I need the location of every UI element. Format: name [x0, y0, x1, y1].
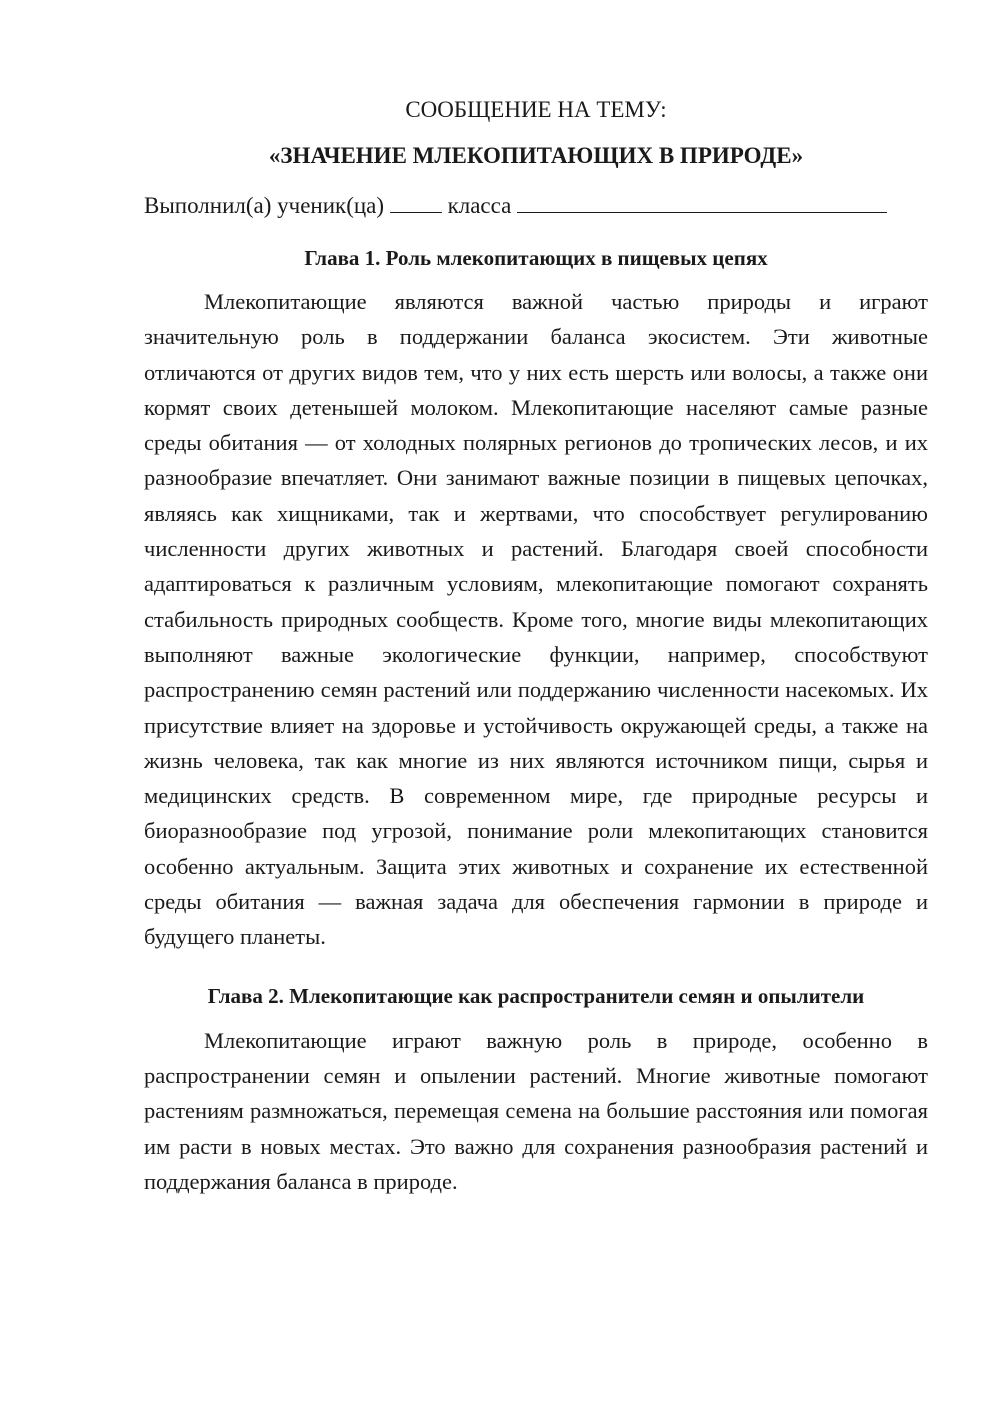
- chapter-1-text: Млекопитающие являются важной частью природы и играют значительную роль в поддержании баланса экосистем. Эти животные отличаются от других видов тем, что у них есть шерсть или волосы, а также они кормят своих детенышей молоком. Млекопитающие населяют самые разные среды обитания — от холодных полярных регионов до тропических лесов, и их разнообразие впечатляет. Они занимают важные позиции в пищевых цепочках, являясь как хищниками, так и жертвами, что способствует регулированию численности других животных и растений. Благодаря своей способности адаптироваться к различным условиям, млекопитающие помогают сохранять стабильность природных сообществ. Кроме того, многие виды млекопитающих выполняют важные экологические функции, например, способствуют распространению семян растений или поддержанию численности насекомых. Их присутствие влияет на здоровье и устойчивость окружающей среды, а также на жизнь человека, так как многие из них являются источником пищи, сырья и медицинских средств. В современном мире, где природные ресурсы и биоразнообразие под угрозой, понимание роли млекопитающих становится особенно актуальным. Защита этих животных и сохранение их естественной среды обитания — важная задача для обеспечения гармонии в природе и будущего планеты.: [144, 289, 928, 950]
- document-title-topic: СООБЩЕНИЕ НА ТЕМУ:: [405, 97, 667, 122]
- document-page: [144, 92, 928, 1199]
- document-title-main: «ЗНАЧЕНИЕ МЛЕКОПИТАЮЩИХ В ПРИРОДЕ»: [268, 143, 804, 168]
- chapter-2-text: Млекопитающие играют важную роль в природе, особенно в распространении семян и опылении растений. Многие животные помогают растениям размножаться, перемещая семена на большие расстояния или помогая им расти в новых местах. Это важно для сохранения разнообразия растений и поддержания баланса в природе.: [144, 1027, 928, 1194]
- author-line: [144, 188, 928, 224]
- class-number-blank: [390, 190, 442, 213]
- author-label: Выполнил(а) ученик(ца): [144, 193, 385, 218]
- chapter-2-heading: Глава 2. Млекопитающие как распространители семян и опылители: [207, 983, 865, 1008]
- student-name-blank: [517, 190, 887, 213]
- chapter-1-heading: Глава 1. Роль млекопитающих в пищевых цепях: [304, 246, 768, 270]
- class-label: класса: [447, 193, 512, 218]
